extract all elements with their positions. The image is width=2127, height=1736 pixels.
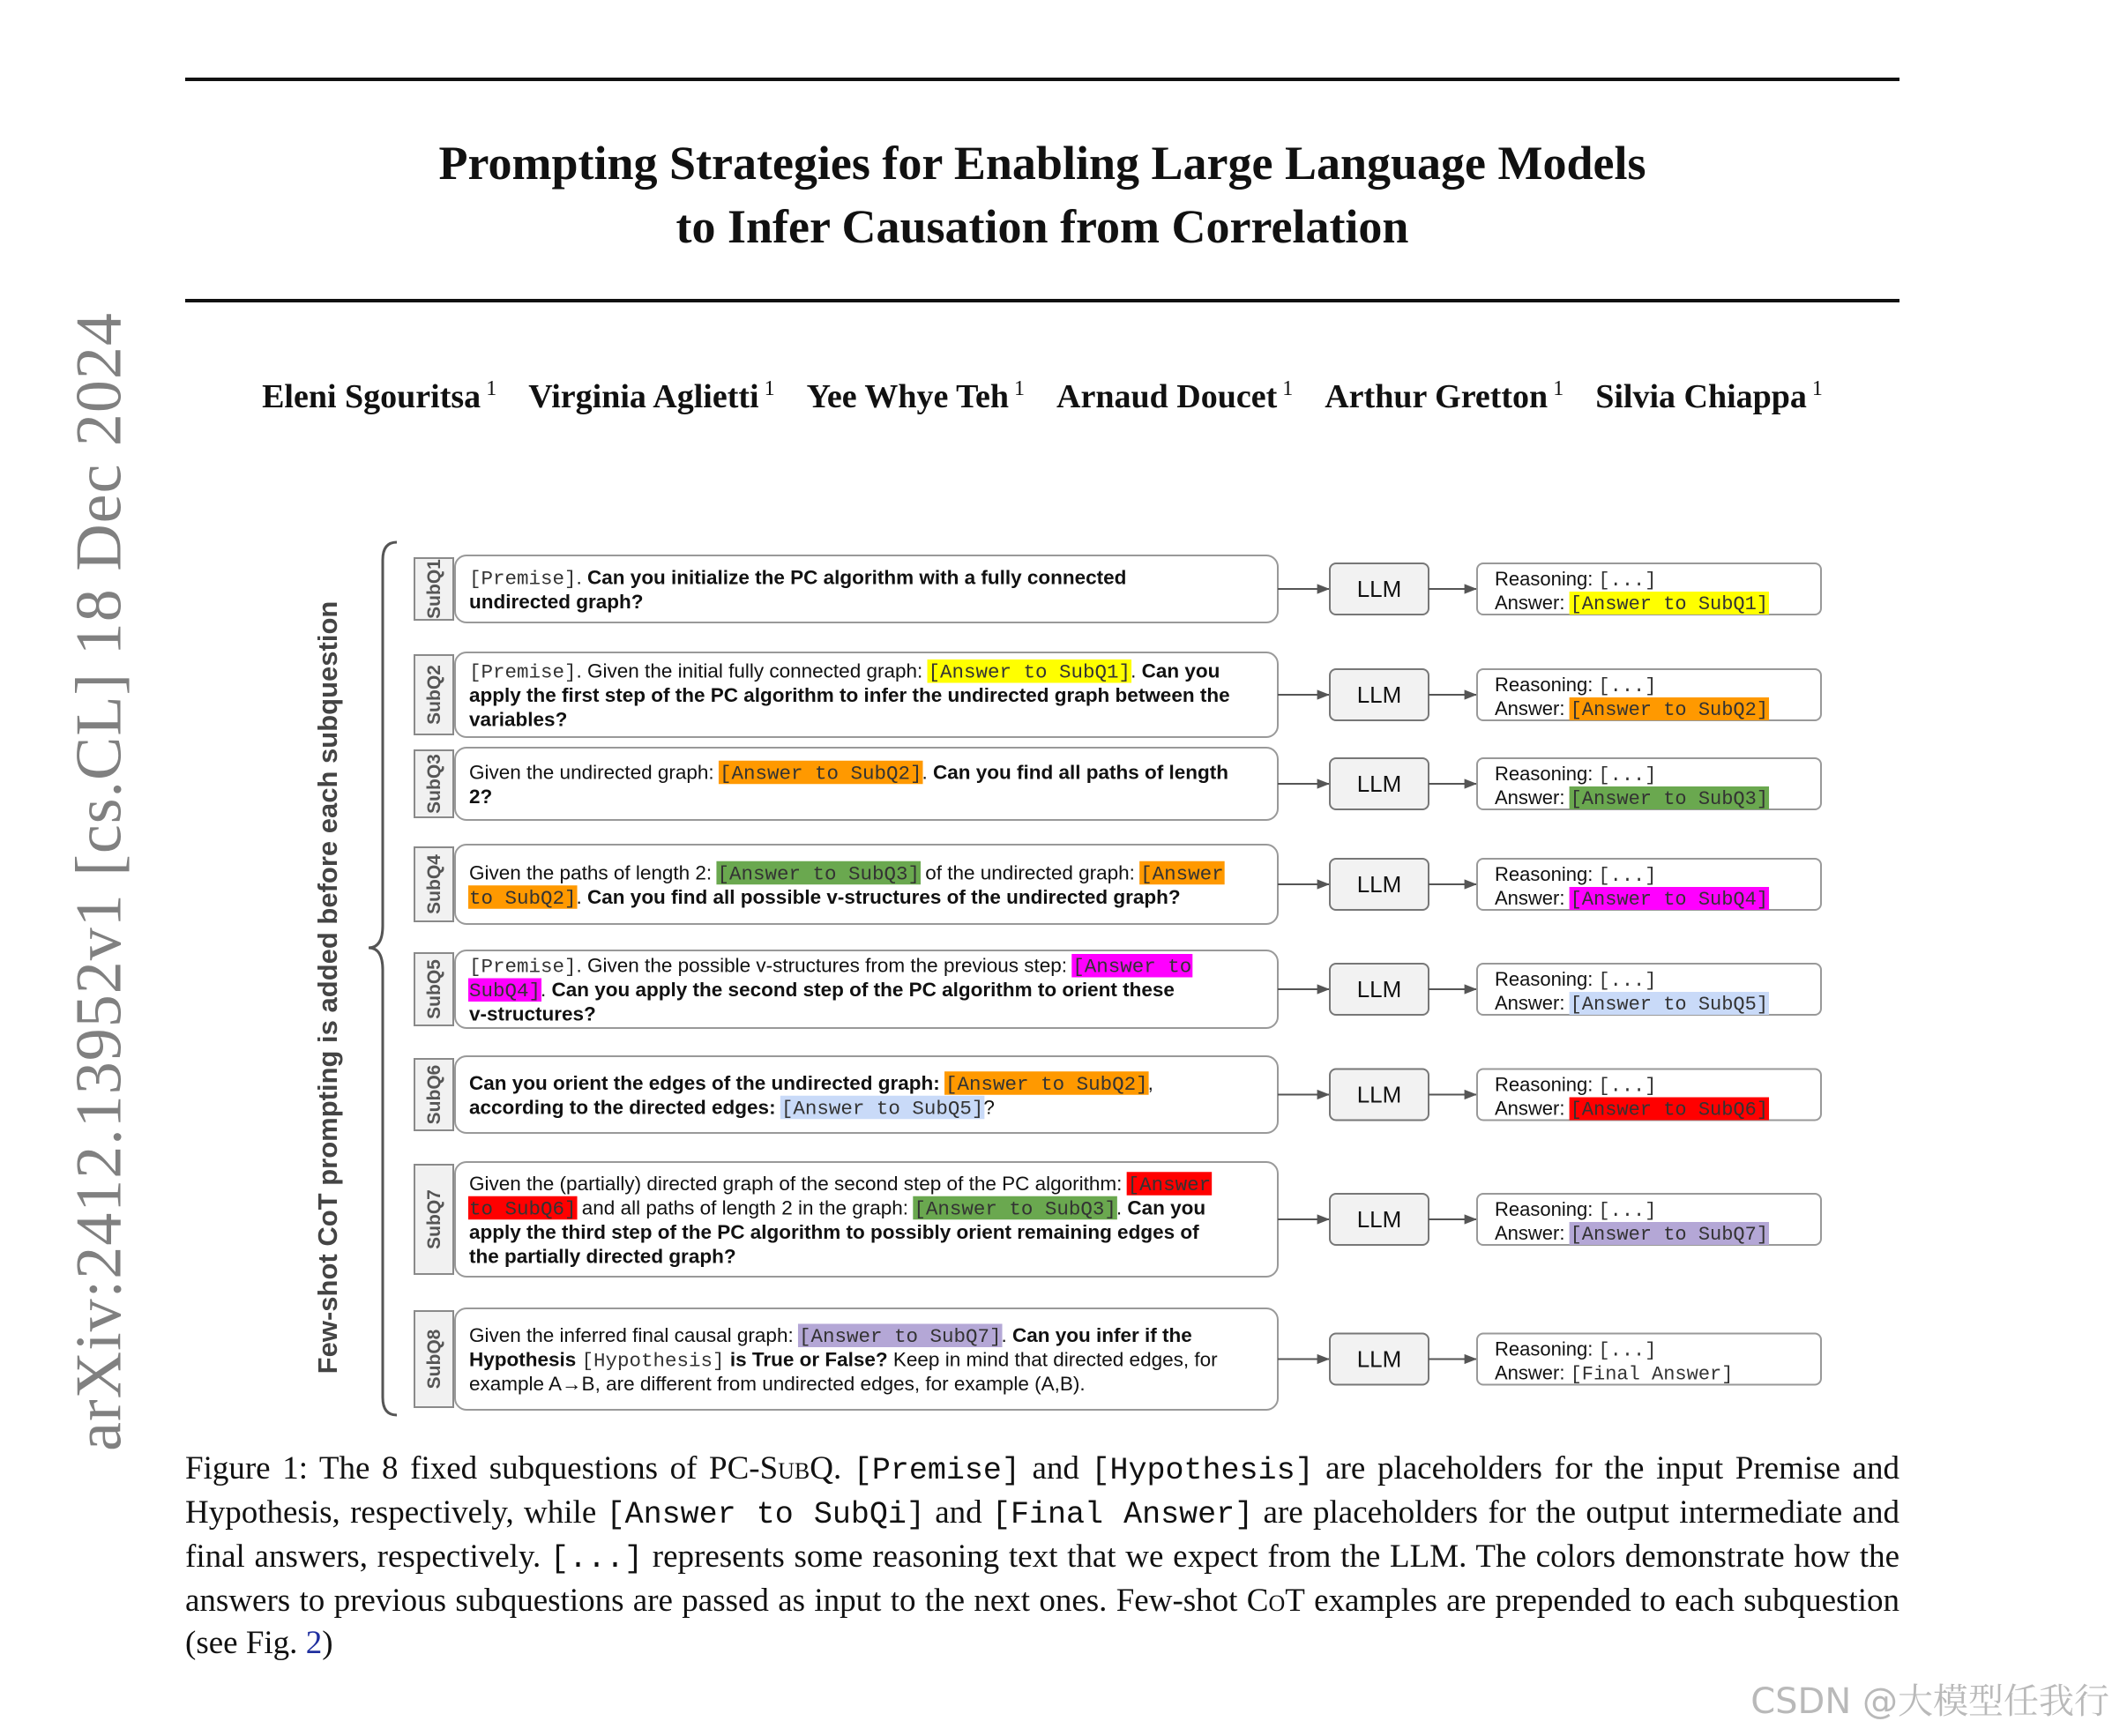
caption-text: and — [924, 1494, 992, 1531]
answer-line — [1495, 887, 1768, 911]
question-text-segment: , — [1147, 1071, 1153, 1094]
reasoning-line — [1495, 763, 1656, 786]
question-text-segment: according to the directed edges: — [469, 1096, 781, 1119]
answer-reference: SubQ4] — [469, 980, 541, 1002]
final-answer-placeholder: [Final Answer] — [992, 1497, 1254, 1532]
answer-label: Answer: — [1495, 1097, 1571, 1120]
reasoning-line — [1495, 1198, 1656, 1222]
question-text-segment: Can you orient the edges of the undirected graph: — [469, 1071, 946, 1094]
answer-reference: [Answer — [1127, 1173, 1212, 1196]
author-name: Eleni Sgouritsa — [262, 378, 481, 415]
reasoning-placeholder: [...] — [550, 1541, 644, 1576]
subquestion-row — [414, 748, 1821, 820]
caption-text: . — [833, 1450, 854, 1486]
answer-label: Answer: — [1495, 1361, 1571, 1384]
subq-label: SubQ7 — [424, 1189, 444, 1249]
answer-line — [1495, 697, 1768, 721]
question-text-segment: . — [1116, 1196, 1128, 1219]
question-text-segment: Hypothesis — [469, 1348, 582, 1371]
question-text-segment: apply the first step of the PC algorithm to infer the undirected graph between the — [469, 684, 1230, 706]
subquestion-row — [414, 1056, 1821, 1133]
question-text-segment: variables? — [469, 708, 568, 731]
subq-label: SubQ4 — [424, 854, 444, 914]
reasoning-value: [...] — [1598, 764, 1657, 786]
question-text-segment: . — [576, 566, 588, 589]
question-text-segment: ? — [983, 1096, 995, 1119]
answer-reference: to SubQ6] — [469, 1197, 577, 1221]
subquestion-row — [414, 652, 1821, 737]
author-affiliation: 1 — [764, 377, 775, 400]
author-name: Silvia Chiappa — [1595, 378, 1807, 415]
question-text-line — [469, 979, 1175, 1002]
answer-label: Answer: — [1495, 786, 1571, 808]
question-text-line — [469, 1373, 1086, 1395]
subq-label: SubQ5 — [424, 959, 444, 1019]
llm-label: LLM — [1356, 871, 1402, 898]
question-text-line — [469, 591, 644, 613]
reasoning-label: Reasoning: — [1495, 763, 1599, 785]
question-text-segment: . — [576, 885, 588, 908]
answer-value: [Final Answer] — [1570, 1363, 1734, 1386]
answer-line — [1495, 592, 1768, 615]
reasoning-line — [1495, 863, 1656, 887]
answer-reference: [Answer to SubQ5] — [780, 1097, 984, 1121]
question-text-line — [469, 1245, 736, 1267]
llm-label: LLM — [1356, 1206, 1402, 1233]
answer-reference: [Answer to SubQ2] — [945, 1072, 1148, 1096]
subquestion-row — [414, 1308, 1821, 1410]
question-text-segment: . Given the possible v-structures from the previous step: — [576, 954, 1073, 977]
answer-value: [Answer to SubQ2] — [1570, 699, 1769, 721]
answer-label: Answer: — [1495, 697, 1571, 719]
subquestion-row — [414, 1162, 1821, 1277]
caption-text: examples are prepended to each subquestion (see Fig. — [185, 1583, 1899, 1661]
author-affiliation: 1 — [1811, 377, 1823, 400]
reasoning-value: [...] — [1598, 1200, 1657, 1222]
question-text-line — [469, 886, 1181, 910]
question-text-segment: . — [922, 761, 933, 784]
answer-value: [Answer to SubQ7] — [1570, 1224, 1769, 1246]
answer-line — [1495, 992, 1768, 1016]
question-text-line — [469, 660, 1220, 684]
caption-text: represents some reasoning text that we expect from the LLM. The colors demonstrate how the answers to previous subquestions are passed as input to the next ones. Few-shot C — [185, 1539, 1899, 1619]
subquestion-brace — [369, 542, 397, 1415]
reasoning-line — [1495, 1338, 1656, 1362]
answer-reference: [Answer to — [1072, 955, 1192, 979]
question-text-line — [469, 566, 1126, 590]
question-text-segment: Can you find all paths of length — [933, 761, 1228, 784]
caption-text: are placeholders for the input Premise and Hypothesis, respectively, while — [185, 1450, 1899, 1531]
subq-label: SubQ3 — [424, 754, 444, 814]
subquestion-row — [414, 950, 1821, 1028]
caption-text: and — [1019, 1450, 1092, 1486]
answer-reference: to SubQ2] — [469, 886, 577, 910]
subq-label: SubQ6 — [424, 1064, 444, 1125]
subq-label: SubQ1 — [424, 559, 444, 619]
answer-value: [Answer to SubQ5] — [1570, 994, 1769, 1016]
author-affiliation: 1 — [1553, 377, 1564, 400]
question-text-line — [469, 1349, 1218, 1373]
question-text-segment: [Premise] — [469, 567, 577, 591]
question-text-line — [469, 861, 1224, 885]
cot-abbreviation: oT — [1268, 1583, 1305, 1619]
caption-text: Figure 1: The 8 fixed subquestions of PC- — [185, 1450, 760, 1486]
answer-reference: [Answer to SubQ2] — [719, 762, 922, 786]
arxiv-identifier: arXiv:2412.13952v1 [cs.CL] 18 Dec 2024 — [63, 312, 136, 1451]
llm-label: LLM — [1356, 771, 1402, 797]
question-text-segment: example A→B, are different from undirected edges, for example (A,B). — [469, 1373, 1086, 1395]
question-text-line — [469, 786, 492, 808]
reasoning-label: Reasoning: — [1495, 674, 1599, 696]
hypothesis-placeholder: [Hypothesis] — [1091, 1453, 1314, 1488]
answer-line — [1495, 786, 1768, 810]
answer-reference: [Answer to SubQ3] — [717, 862, 920, 886]
question-text-segment: the partially directed graph? — [469, 1245, 736, 1268]
question-text-line — [469, 761, 1228, 785]
question-text-segment: Keep in mind that directed edges, for — [887, 1348, 1218, 1371]
subq-label: SubQ2 — [424, 665, 444, 725]
author-name: Arthur Gretton — [1325, 378, 1549, 415]
question-text-segment: Can you apply the second step of the PC algorithm to orient these — [551, 979, 1175, 1001]
question-text-line — [469, 709, 567, 731]
llm-label: LLM — [1356, 682, 1402, 708]
few-shot-cot-label: Few-shot CoT prompting is added before each subquestion — [312, 600, 343, 1375]
question-text-segment: Can you infer if the — [1012, 1324, 1192, 1346]
figure-reference-link[interactable]: 2 — [305, 1625, 323, 1661]
paper-title-line-2: to Infer Causation from Correlation — [675, 200, 1409, 253]
answer-reference: [Answer to SubQ1] — [928, 660, 1131, 684]
reasoning-label: Reasoning: — [1495, 968, 1599, 990]
answer-line — [1495, 1362, 1733, 1386]
author-name: Arnaud Doucet — [1056, 378, 1278, 415]
answer-value: [Answer to SubQ3] — [1570, 788, 1769, 810]
question-text-segment: undirected graph? — [469, 590, 644, 613]
question-text-segment: 2? — [469, 785, 493, 808]
question-text-segment: is True or False? — [724, 1348, 888, 1371]
answer-line — [1495, 1222, 1768, 1246]
premise-placeholder: [Premise] — [853, 1453, 1020, 1488]
answer-label: Answer: — [1495, 992, 1571, 1014]
author-affiliation: 1 — [1282, 377, 1294, 400]
reasoning-value: [...] — [1598, 865, 1657, 887]
question-text-line — [469, 1324, 1192, 1348]
question-text-segment: of the undirected graph: — [919, 861, 1141, 884]
reasoning-line — [1495, 674, 1656, 697]
question-text-segment: Can you — [1127, 1196, 1206, 1219]
figure-caption — [185, 1448, 1899, 1665]
llm-label: LLM — [1356, 576, 1402, 602]
question-text-line — [469, 1173, 1211, 1196]
question-text-segment: . Given the initial fully connected graph: — [576, 659, 929, 682]
reasoning-label: Reasoning: — [1495, 568, 1599, 590]
question-text-segment: Given the undirected graph: — [469, 761, 720, 784]
reasoning-value: [...] — [1598, 1339, 1657, 1362]
question-text-line — [469, 1221, 1199, 1243]
question-text-segment: [Premise] — [469, 660, 577, 684]
answer-label: Answer: — [1495, 887, 1571, 909]
reasoning-value: [...] — [1598, 675, 1657, 697]
reasoning-label: Reasoning: — [1495, 1198, 1599, 1220]
answer-line — [1495, 1098, 1768, 1121]
caption-text: ) — [322, 1625, 333, 1661]
answer-reference: [Answer — [1140, 862, 1224, 886]
question-text-segment: [Premise] — [469, 955, 577, 979]
question-text-line — [469, 684, 1230, 706]
author-name: Virginia Aglietti — [528, 378, 759, 415]
caption-text: are placeholders for the output intermediate and final answers, respectively. — [185, 1494, 1899, 1575]
question-text-line — [469, 1003, 596, 1025]
question-text-line — [469, 1196, 1205, 1220]
subq-label: SubQ8 — [424, 1329, 444, 1390]
subquestion-row — [414, 845, 1821, 924]
author-affiliation: 1 — [1014, 377, 1026, 400]
author-affiliation: 1 — [486, 377, 497, 400]
reasoning-value: [...] — [1598, 1075, 1657, 1098]
question-text-line — [469, 1072, 1153, 1096]
question-text-line — [469, 1096, 995, 1120]
answer-placeholder: [Answer to SubQi] — [606, 1497, 925, 1532]
llm-label: LLM — [1356, 976, 1402, 1002]
reasoning-label: Reasoning: — [1495, 863, 1599, 885]
question-text-segment: Can you initialize the PC algorithm with a fully connected — [587, 566, 1127, 589]
question-text-segment: Given the (partially) directed graph of the second step of the PC algorithm: — [469, 1172, 1128, 1195]
answer-label: Answer: — [1495, 1222, 1571, 1244]
reasoning-value: [...] — [1598, 570, 1657, 592]
answer-reference: [Answer to SubQ3] — [914, 1197, 1116, 1221]
question-text-segment: Can you — [1141, 659, 1220, 682]
reasoning-label: Reasoning: — [1495, 1073, 1599, 1096]
question-text-line — [469, 955, 1191, 979]
reasoning-line — [1495, 968, 1656, 992]
answer-label: Answer: — [1495, 592, 1571, 614]
answer-value: [Answer to SubQ4] — [1570, 889, 1769, 911]
question-box — [455, 1056, 1278, 1133]
watermark: CSDN @大模型任我行 — [1750, 1681, 2109, 1722]
llm-label: LLM — [1356, 1081, 1402, 1108]
paper-title-line-1: Prompting Strategies for Enabling Large Language Models — [438, 137, 1646, 190]
question-text-segment: Given the inferred final causal graph: — [469, 1324, 799, 1346]
question-text-segment: . — [1001, 1324, 1013, 1346]
reasoning-label: Reasoning: — [1495, 1337, 1599, 1360]
reasoning-line — [1495, 1074, 1656, 1098]
question-text-segment: . — [1131, 659, 1142, 682]
question-text-segment: Can you find all possible v-structures of the undirected graph? — [587, 885, 1181, 908]
subquestion-row — [414, 555, 1821, 622]
question-text-segment: Given the paths of length 2: — [469, 861, 718, 884]
author-name: Yee Whye Teh — [806, 378, 1010, 415]
reasoning-line — [1495, 568, 1656, 592]
answer-value: [Answer to SubQ6] — [1570, 1099, 1769, 1121]
llm-label: LLM — [1356, 1345, 1402, 1373]
question-text-segment: v-structures? — [469, 1002, 596, 1025]
answer-value: [Answer to SubQ1] — [1570, 593, 1769, 615]
question-text-segment: . — [541, 979, 552, 1001]
answer-reference: [Answer to SubQ7] — [798, 1325, 1002, 1348]
question-text-segment: apply the third step of the PC algorithm to possibly orient remaining edges of — [469, 1220, 1199, 1243]
method-name: SubQ — [759, 1450, 833, 1486]
question-text-segment: [Hypothesis] — [581, 1349, 725, 1373]
question-text-segment: and all paths of length 2 in the graph: — [576, 1196, 914, 1219]
reasoning-value: [...] — [1598, 970, 1657, 992]
